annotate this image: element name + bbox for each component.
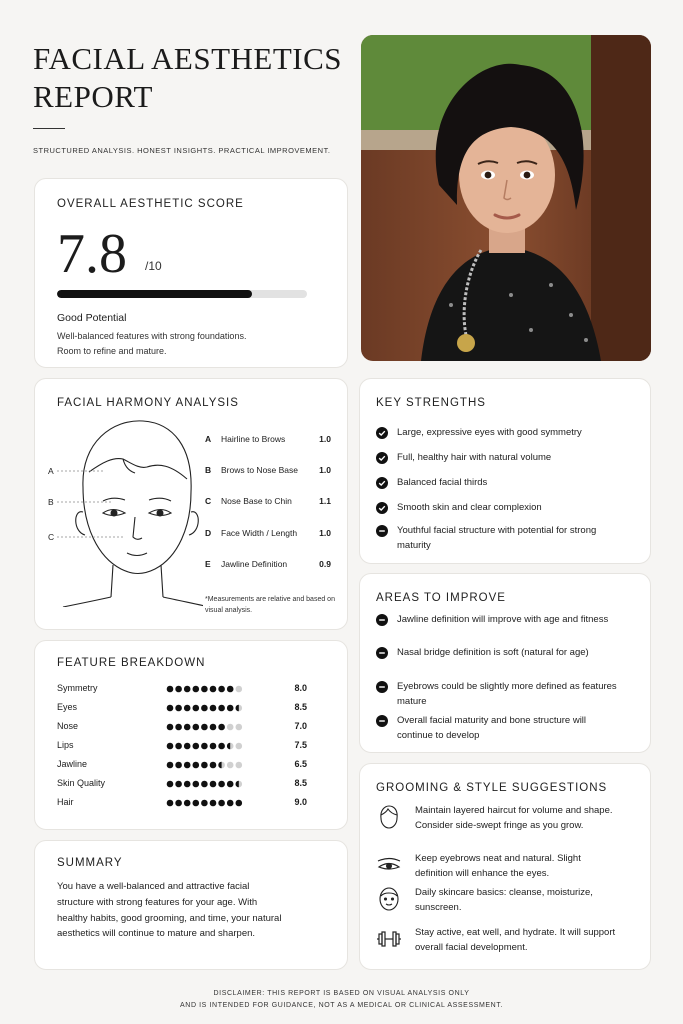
- improve-text: Eyebrows could be slightly more defined as features mature: [397, 681, 617, 707]
- harmony-value: 1.0: [319, 434, 331, 444]
- feature-value: 6.5: [294, 759, 307, 769]
- rating-dot-half: [236, 781, 239, 788]
- overall-score-card: [34, 178, 348, 368]
- score-value: 7.8: [57, 223, 127, 285]
- check-icon: [376, 501, 388, 513]
- feature-row: [57, 758, 307, 772]
- rating-dot-filled: [210, 724, 217, 731]
- rating-dot-filled: [193, 743, 200, 750]
- harmony-value: 1.0: [319, 528, 331, 538]
- rating-dot-filled: [193, 724, 200, 731]
- tagline: STRUCTURED ANALYSIS. HONEST INSIGHTS. PRACTICAL IMPROVEMENT.: [33, 146, 331, 155]
- check-icon: [376, 451, 388, 463]
- check-icon: [376, 426, 388, 438]
- dumbbell-icon: [376, 926, 402, 952]
- rating-dot-filled: [167, 705, 174, 712]
- rating-dot-filled: [201, 762, 208, 769]
- harmony-card-title: FACIAL HARMONY ANALYSIS: [57, 397, 239, 409]
- rating-dot-filled: [175, 705, 182, 712]
- rating-dot-empty: [236, 686, 243, 693]
- harmony-letter: E: [205, 559, 211, 569]
- rating-dot-filled: [218, 705, 225, 712]
- feature-rating-dots: [166, 758, 246, 772]
- rating-dot-filled: [193, 781, 200, 788]
- feature-value: 7.0: [294, 721, 307, 731]
- rating-dot-filled: [218, 686, 225, 693]
- feature-row: [57, 720, 307, 734]
- disclaimer-line-2: AND IS INTENDED FOR GUIDANCE, NOT AS A MEDICAL OR CLINICAL ASSESSMENT.: [180, 1002, 503, 1009]
- rating-dot-filled: [193, 762, 200, 769]
- harmony-letter: B: [205, 465, 212, 475]
- improve-card-title: AREAS TO IMPROVE: [376, 592, 506, 604]
- score-label: Good Potential: [57, 312, 127, 324]
- feature-label: Symmetry: [57, 683, 98, 693]
- rating-dot-filled: [210, 743, 217, 750]
- score-max: /10: [145, 259, 162, 273]
- rating-dot-filled: [201, 800, 208, 807]
- rating-dot-filled: [184, 762, 191, 769]
- rating-dot-empty: [236, 743, 243, 750]
- rating-dot-filled: [210, 800, 217, 807]
- rating-dot-filled: [184, 705, 191, 712]
- harmony-letter: C: [205, 496, 212, 506]
- grooming-text: Daily skincare basics: cleanse, moisturize, sunscreen.: [415, 887, 593, 913]
- feature-value: 8.5: [294, 702, 307, 712]
- rating-dot-filled: [218, 743, 225, 750]
- rating-dot-filled: [210, 705, 217, 712]
- grooming-card-title: GROOMING & STYLE SUGGESTIONS: [376, 782, 608, 794]
- rating-dot-filled: [210, 781, 217, 788]
- feature-label: Jawline: [57, 759, 88, 769]
- rating-dot-filled: [175, 686, 182, 693]
- rating-dot-empty: [236, 724, 243, 731]
- feature-label: Lips: [57, 740, 74, 750]
- title-divider: [33, 128, 65, 129]
- rating-dot-filled: [201, 724, 208, 731]
- harmony-row: [205, 496, 331, 510]
- feature-breakdown-card: [34, 640, 348, 830]
- rating-dot-filled: [236, 800, 243, 807]
- rating-dot-filled: [193, 705, 200, 712]
- rating-dot-filled: [201, 781, 208, 788]
- summary-card-title: SUMMARY: [57, 857, 123, 869]
- feature-label: Nose: [57, 721, 79, 731]
- rating-dot-half: [236, 705, 239, 712]
- feature-row: [57, 777, 307, 791]
- feature-rating-dots: [166, 720, 246, 734]
- feature-value: 8.5: [294, 778, 307, 788]
- rating-dot-empty: [236, 762, 243, 769]
- portrait-illustration: [361, 35, 651, 361]
- grooming-text: Maintain layered haircut for volume and shape. Consider side-swept fringe as you grow.: [415, 805, 613, 831]
- rating-dot-filled: [167, 743, 174, 750]
- rating-dot-filled: [175, 743, 182, 750]
- feature-label: Hair: [57, 797, 74, 807]
- rating-dot-filled: [201, 743, 208, 750]
- rating-dot-half: [218, 762, 221, 769]
- rating-dot-filled: [218, 800, 225, 807]
- rating-dot-filled: [175, 800, 182, 807]
- minus-icon: [376, 680, 388, 692]
- rating-dot-filled: [201, 686, 208, 693]
- score-card-title: OVERALL AESTHETIC SCORE: [57, 198, 244, 210]
- rating-dot-half: [227, 743, 230, 750]
- rating-dot-filled: [218, 781, 225, 788]
- face-diagram: [43, 417, 203, 607]
- feature-rating-dots: [166, 796, 246, 810]
- strength-text: Full, healthy hair with natural volume: [397, 452, 552, 463]
- rating-dot-filled: [193, 800, 200, 807]
- score-description: Well-balanced features with strong foundations. Room to refine and mature.: [57, 331, 247, 356]
- rating-dot-filled: [227, 781, 234, 788]
- feature-value: 9.0: [294, 797, 307, 807]
- strength-text: Smooth skin and clear complexion: [397, 502, 542, 513]
- minus-icon: [376, 524, 388, 536]
- facial-harmony-card: [34, 378, 348, 630]
- feature-label: Skin Quality: [57, 778, 106, 788]
- feature-row: [57, 739, 307, 753]
- grooming-suggestions-card: [359, 763, 651, 970]
- rating-dot-filled: [218, 724, 225, 731]
- areas-to-improve-card: [359, 573, 651, 753]
- harmony-label: Brows to Nose Base: [221, 465, 299, 475]
- rating-dot-filled: [227, 705, 234, 712]
- harmony-label: Jawline Definition: [221, 559, 288, 569]
- summary-text: You have a well-balanced and attractive facial structure with strong features for your age. With healthy habits, good grooming, and time, your natural aesthetics will continue to mature and sharpen.: [57, 881, 282, 940]
- face-icon: [376, 886, 402, 912]
- harmony-label: Nose Base to Chin: [221, 496, 292, 506]
- hair-icon: [376, 804, 402, 830]
- strength-text: Large, expressive eyes with good symmetry: [397, 427, 582, 438]
- face-marker-b: B: [48, 497, 54, 507]
- feature-row: [57, 682, 307, 696]
- harmony-label: Hairline to Brows: [221, 434, 286, 444]
- score-progress-fill: [57, 290, 252, 298]
- grooming-text: Keep eyebrows neat and natural. Slight definition will enhance the eyes.: [415, 853, 581, 879]
- strength-text: Youthful facial structure with potential for strong maturity: [397, 525, 597, 551]
- improve-text: Overall facial maturity and bone structure will continue to develop: [397, 715, 587, 741]
- rating-dot-filled: [210, 762, 217, 769]
- feature-rating-dots: [166, 682, 246, 696]
- face-marker-a: A: [48, 466, 54, 476]
- minus-icon: [376, 646, 388, 658]
- rating-dot-filled: [175, 762, 182, 769]
- key-strengths-card: [359, 378, 651, 564]
- rating-dot-filled: [184, 743, 191, 750]
- rating-dot-filled: [167, 781, 174, 788]
- feature-card-title: FEATURE BREAKDOWN: [57, 657, 206, 669]
- rating-dot-filled: [227, 686, 234, 693]
- harmony-value: 1.0: [319, 465, 331, 475]
- rating-dot-filled: [184, 781, 191, 788]
- disclaimer: [0, 988, 683, 1012]
- harmony-row: [205, 465, 331, 479]
- harmony-row: [205, 559, 331, 573]
- feature-rating-dots: [166, 739, 246, 753]
- grooming-text: Stay active, eat well, and hydrate. It will support overall facial development.: [415, 927, 616, 953]
- rating-dot-filled: [167, 762, 174, 769]
- improve-text: Jawline definition will improve with age and fitness: [397, 614, 609, 625]
- improve-text: Nasal bridge definition is soft (natural for age): [397, 647, 589, 658]
- rating-dot-filled: [184, 724, 191, 731]
- feature-row: [57, 796, 307, 810]
- harmony-letter: A: [205, 434, 212, 444]
- feature-row: [57, 701, 307, 715]
- rating-dot-filled: [201, 705, 208, 712]
- minus-icon: [376, 714, 388, 726]
- check-icon: [376, 476, 388, 488]
- rating-dot-filled: [184, 686, 191, 693]
- rating-dot-filled: [227, 800, 234, 807]
- harmony-note: *Measurements are relative and based on visual analysis.: [205, 596, 335, 614]
- feature-label: Eyes: [57, 702, 78, 712]
- rating-dot-filled: [193, 686, 200, 693]
- harmony-value: 1.1: [319, 496, 331, 506]
- feature-value: 7.5: [294, 740, 307, 750]
- summary-card: [34, 840, 348, 970]
- rating-dot-empty: [227, 724, 234, 731]
- harmony-label: Face Width / Length: [221, 528, 298, 538]
- rating-dot-filled: [184, 800, 191, 807]
- minus-icon: [376, 613, 388, 625]
- feature-rating-dots: [166, 701, 246, 715]
- eyebrow-icon: [376, 852, 402, 878]
- strengths-card-title: KEY STRENGTHS: [376, 397, 486, 409]
- rating-dot-filled: [210, 686, 217, 693]
- rating-dot-filled: [175, 724, 182, 731]
- harmony-row: [205, 528, 331, 542]
- rating-dot-empty: [227, 762, 234, 769]
- portrait-photo: [361, 35, 651, 361]
- report-title: FACIAL AESTHETICS REPORT: [33, 41, 343, 114]
- rating-dot-filled: [167, 724, 174, 731]
- score-progress-bar: [57, 290, 307, 298]
- disclaimer-line-1: DISCLAIMER: THIS REPORT IS BASED ON VISUAL ANALYSIS ONLY: [213, 990, 470, 997]
- strength-text: Balanced facial thirds: [397, 477, 488, 488]
- rating-dot-filled: [167, 800, 174, 807]
- harmony-letter: D: [205, 528, 212, 538]
- feature-rating-dots: [166, 777, 246, 791]
- feature-value: 8.0: [294, 683, 307, 693]
- harmony-row: [205, 434, 331, 448]
- face-marker-c: C: [48, 532, 55, 542]
- rating-dot-filled: [175, 781, 182, 788]
- harmony-value: 0.9: [319, 559, 331, 569]
- rating-dot-filled: [167, 686, 174, 693]
